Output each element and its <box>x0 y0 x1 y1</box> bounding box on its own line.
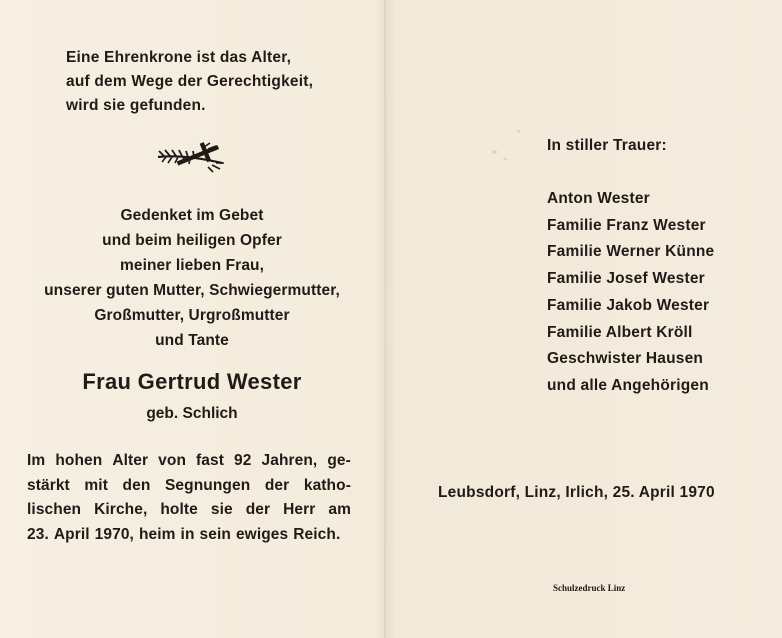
word: ge- <box>327 452 351 469</box>
word: der <box>264 476 290 494</box>
word: den <box>122 476 151 494</box>
obituary-text <box>27 449 351 547</box>
right-panel <box>386 0 782 638</box>
word: 92 <box>234 452 252 469</box>
cross-with-palm-icon <box>156 139 226 175</box>
word: heim <box>138 525 176 543</box>
bible-verse <box>66 46 313 118</box>
word: Segnungen <box>164 476 251 494</box>
prayer-line: und Tante <box>155 332 229 349</box>
deceased-name: Frau Gertrud Wester <box>82 369 302 394</box>
word: 1970, <box>94 525 134 543</box>
mourner-entry: Familie Josef Wester <box>547 270 705 288</box>
mourner-entry: und alle Angehörigen <box>547 376 709 394</box>
obituary-line <box>27 449 351 474</box>
word: holte <box>160 501 198 518</box>
word: fast <box>196 452 225 469</box>
mourner-entry: Familie Werner Künne <box>547 243 715 261</box>
paper-speck <box>517 130 520 133</box>
word: von <box>158 452 187 469</box>
word: sie <box>210 501 233 518</box>
verse-line: wird sie gefunden. <box>66 97 206 114</box>
mourner-entry: Geschwister Hausen <box>547 350 704 368</box>
word: Kirche, <box>94 501 148 518</box>
word: Im <box>27 452 46 469</box>
word: stärkt <box>27 476 70 494</box>
word: lischen <box>27 501 82 518</box>
verse-line: auf dem Wege der Gerechtigkeit, <box>66 73 314 90</box>
paper-speck <box>492 150 497 154</box>
word: Jahren, <box>261 452 318 469</box>
word: der <box>245 501 271 518</box>
printer-imprint: Schulzedruck Linz <box>553 583 626 593</box>
word: sein <box>199 525 231 543</box>
prayer-line: und beim heiligen Opfer <box>102 232 282 249</box>
obituary-line <box>27 498 351 523</box>
obituary-line <box>27 523 351 548</box>
word: am <box>328 501 351 518</box>
word: katho- <box>303 476 351 494</box>
word: in <box>180 525 195 543</box>
prayer-line: Großmutter, Urgroßmutter <box>94 307 290 324</box>
place-and-date: Leubsdorf, Linz, Irlich, 25. April 1970 <box>438 484 715 501</box>
word: April <box>53 525 90 543</box>
paper-speck <box>504 158 507 160</box>
mourner-entry: Familie Franz Wester <box>547 216 706 234</box>
word: 23. <box>27 525 49 543</box>
word: Reich. <box>293 525 341 543</box>
verse-line: Eine Ehrenkrone ist das Alter, <box>66 49 292 66</box>
mourner-entry: Familie Jakob Wester <box>547 296 710 314</box>
mourning-heading: In stiller Trauer: <box>547 137 667 154</box>
prayer-line: Gedenket im Gebet <box>120 207 264 224</box>
word: mit <box>84 476 108 494</box>
left-panel <box>0 0 384 638</box>
word: Herr <box>283 501 316 518</box>
word: Alter <box>112 452 149 469</box>
prayer-text <box>0 203 384 353</box>
obituary-line <box>27 474 351 499</box>
prayer-line: unserer guten Mutter, Schwiegermutter, <box>44 282 340 299</box>
mourner-entry: Familie Albert Kröll <box>547 323 693 341</box>
word: ewiges <box>235 525 289 543</box>
word: hohen <box>55 452 103 469</box>
maiden-name: geb. Schlich <box>146 405 238 422</box>
mourner-entry: Anton Wester <box>547 190 650 207</box>
prayer-line: meiner lieben Frau, <box>119 257 265 274</box>
mourners-list <box>547 186 714 400</box>
